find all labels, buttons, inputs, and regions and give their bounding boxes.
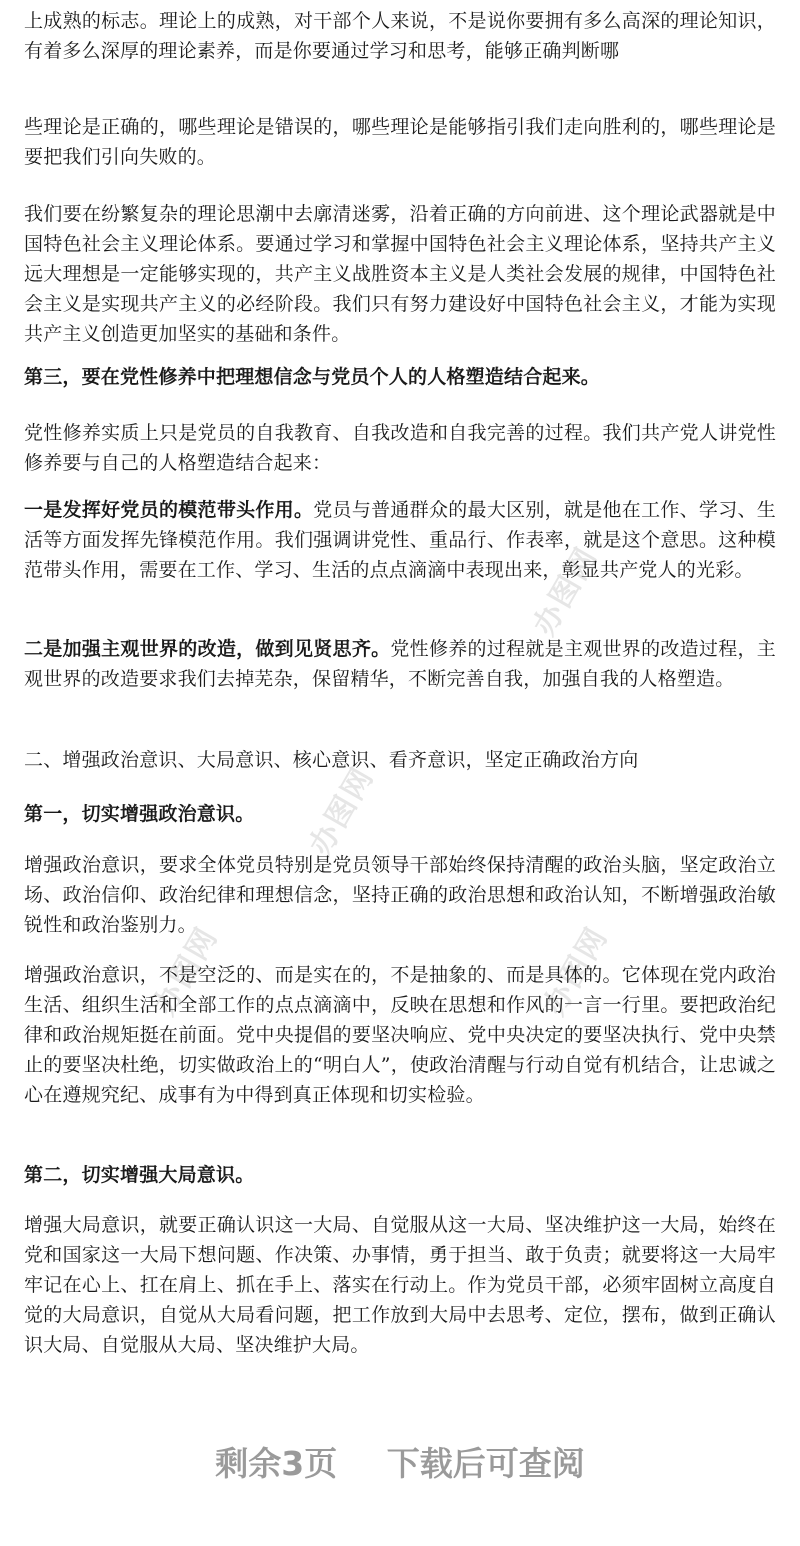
watermark: 办图网 bbox=[302, 760, 382, 862]
paragraph bbox=[24, 199, 776, 349]
paragraph-text: 增强大局意识，就要正确认识这一大局、自觉服从这一大局、坚决维护这一大局，始终在党和国家这一大局下想问题、作决策、办事情，勇于担当、敢于负责；就要将这一大局牢牢记在心上、扛在肩上、抓在手上、落实在行动上。作为党员干部，必须牢固树立高度自觉的大局意识，自觉从大局看问题，把工作放到大局中去思考、定位，摆布，做到正确认识大局、自觉服从大局、坚决维护大局。 bbox=[24, 1214, 776, 1356]
section-heading bbox=[24, 1160, 776, 1190]
watermark: 办图网 bbox=[526, 540, 606, 642]
paragraph bbox=[24, 112, 776, 172]
heading-text: 第一，切实增强政治意识。 bbox=[24, 803, 255, 825]
paragraph-text: 党性修养实质上只是党员的自我教育、自我改造和自我完善的过程。我们共产党人讲党性修养要与自己的人格塑造结合起来： bbox=[24, 422, 776, 474]
section-heading bbox=[24, 799, 776, 829]
section-title-text: 二、增强政治意识、大局意识、核心意识、看齐意识，坚定正确政治方向 bbox=[24, 749, 639, 771]
remaining-pages-banner[interactable]: 剩余3页 下载后可查阅 bbox=[215, 1444, 585, 1483]
heading-text: 第二，切实增强大局意识。 bbox=[24, 1164, 255, 1186]
watermark: 办图网 bbox=[536, 920, 616, 1022]
point-lead: 二是加强主观世界的改造，做到见贤思齐。 bbox=[24, 638, 391, 660]
point-body: 党性修养的过程就是主观世界的改造过程，主观世界的改造要求我们去掉芜杂，保留精华，不断完善自我，加强自我的人格塑造。 bbox=[24, 638, 776, 690]
point-body: 党员与普通群众的最大区别，就是他在工作、学习、生活等方面发挥先锋模范作用。我们强调讲党性、重品行、作表率，就是这个意思。这种模范带头作用，需要在工作、学习、生活的点点滴滴中表现出来，彰显共产党人的光彩。 bbox=[24, 499, 776, 581]
point-lead: 一是发挥好党员的模范带头作用。 bbox=[24, 499, 314, 521]
section-heading bbox=[24, 362, 776, 392]
paragraph bbox=[24, 960, 776, 1110]
point-paragraph bbox=[24, 495, 776, 585]
paragraph-text: 些理论是正确的，哪些理论是错误的，哪些理论是能够指引我们走向胜利的，哪些理论是要把我们引向失败的。 bbox=[24, 116, 776, 168]
watermark: 办图网 bbox=[146, 920, 226, 1022]
paragraph-text: 增强政治意识，要求全体党员特别是党员领导干部始终保持清醒的政治头脑，坚定政治立场、政治信仰、政治纪律和理想信念，坚持正确的政治思想和政治认知，不断增强政治敏锐性和政治鉴别力。 bbox=[24, 854, 776, 936]
point-paragraph bbox=[24, 634, 776, 694]
paragraph-text: 我们要在纷繁复杂的理论思潮中去廓清迷雾，沿着正确的方向前进、这个理论武器就是中国特色社会主义理论体系。要通过学习和掌握中国特色社会主义理论体系，坚持共产主义远大理想是一定能够实现的，共产主义战胜资本主义是人类社会发展的规律，中国特色社会主义是实现共产主义的必经阶段。我们只有努力建设好中国特色社会主义，才能为实现共产主义创造更加坚实的基础和条件。 bbox=[24, 203, 776, 345]
paragraph-text: 增强政治意识，不是空泛的、而是实在的，不是抽象的、而是具体的。它体现在党内政治生活、组织生活和全部工作的点点滴滴中，反映在思想和作风的一言一行里。要把政治纪律和政治规矩挺在前面。党中央提倡的要坚决响应、党中央决定的要坚决执行、党中央禁止的要坚决杜绝，切实做政治上的“明白人”，使政治清醒与行动自觉有机结合，让忠诚之心在遵规究纪、成事有为中得到真正体现和切实检验。 bbox=[24, 964, 776, 1106]
paragraph-text: 上成熟的标志。理论上的成熟，对干部个人来说，不是说你要拥有多么高深的理论知识，有着多么深厚的理论素养，而是你要通过学习和思考，能够正确判断哪 bbox=[24, 10, 776, 62]
paragraph bbox=[24, 418, 776, 478]
paragraph bbox=[24, 1210, 776, 1360]
section-title bbox=[24, 745, 776, 775]
heading-text: 第三，要在党性修养中把理想信念与党员个人的人格塑造结合起来。 bbox=[24, 366, 601, 388]
paragraph bbox=[24, 6, 776, 66]
paragraph bbox=[24, 850, 776, 940]
